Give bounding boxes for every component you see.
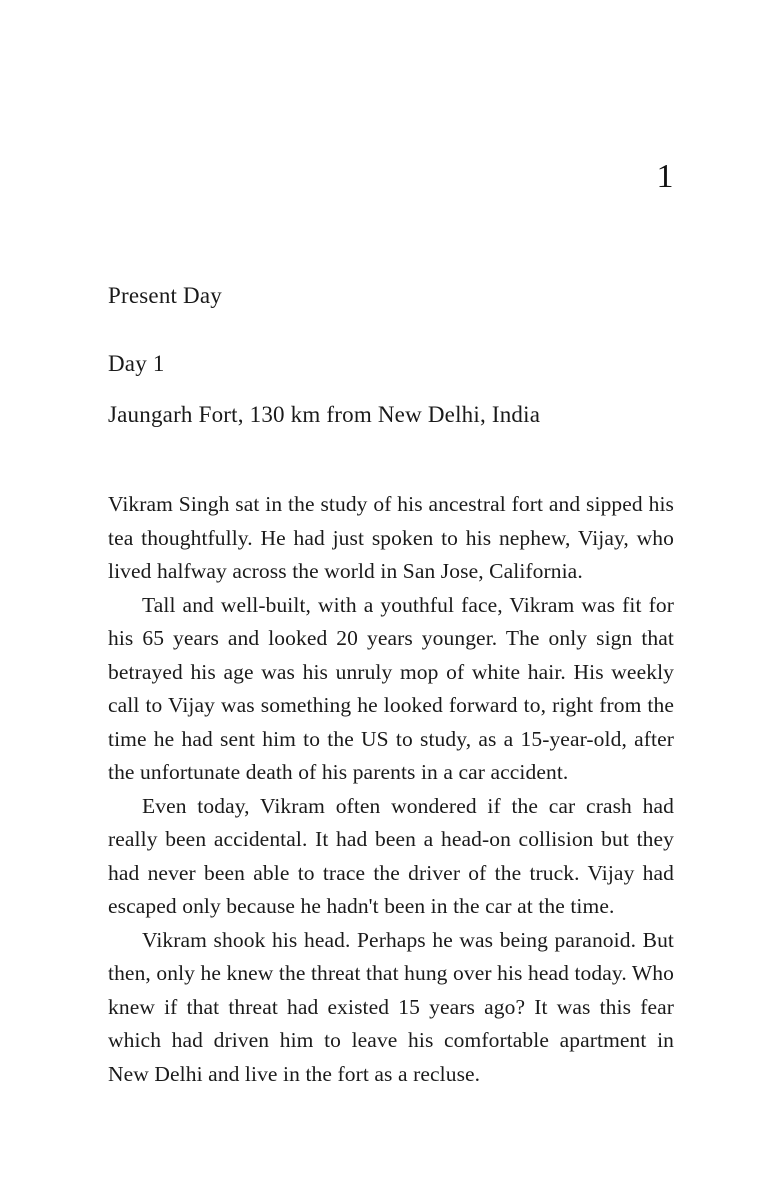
body-paragraph: Vikram Singh sat in the study of his ancestral fort and sipped his tea thoughtfully. He had just spoken to his nephew, Vijay, who lived halfway across the world in San Jose, California. [108, 492, 674, 584]
page-content [108, 282, 674, 1091]
section-heading-present-day: Present Day [108, 283, 222, 308]
body-paragraph: Vikram shook his head. Perhaps he was being paranoid. But then, only he knew the threat that hung over his head today. Who knew if that threat had existed 15 years ago? It was this fear which had driven him to leave his comfortable apartment in New Delhi and live in the fort as a recluse. [108, 927, 674, 1086]
heading-location: Jaungarh Fort, 130 km from New Delhi, India [108, 402, 541, 428]
chapter-number: 1 [656, 158, 674, 195]
body-paragraph: Even today, Vikram often wondered if the car crash had really been accidental. It had been a head-on collision but they had never been able to trace the driver of the truck. Vijay had escaped only because he hadn't been in the car at the time. [108, 793, 674, 919]
heading-day: Day 1 [108, 350, 165, 376]
body-paragraph: Tall and well-built, with a youthful face, Vikram was fit for his 65 years and looked 20 years younger. The only sign that betrayed his age was his unruly mop of white hair. His weekly call to Vijay was something he looked forward to, right from the time he had sent him to the US to study, as a 15-year-old, after the unfortunate death of his parents in a car accident. [108, 592, 674, 785]
